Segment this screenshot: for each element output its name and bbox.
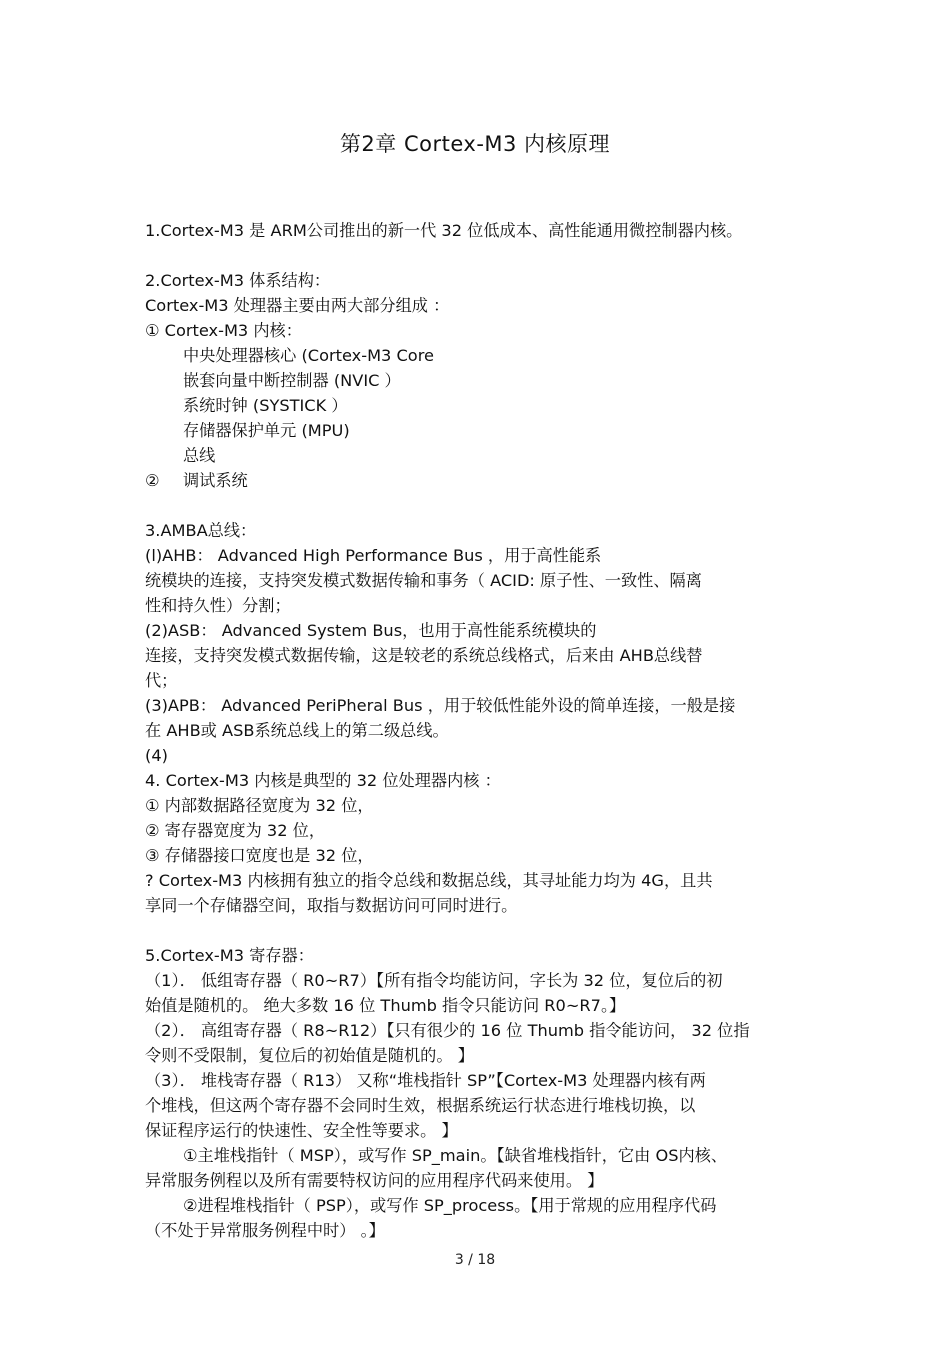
text-line: 2.Cortex-M3 体系结构： — [145, 271, 331, 290]
text-line: 总线 — [183, 446, 216, 465]
text-line: (2)ASB： Advanced System Bus，也用于高性能系统模块的 — [145, 621, 597, 640]
text-line: 统模块的连接，支持突发模式数据传输和事务（ ACID: 原子性、一致性、隔离 — [145, 571, 702, 590]
text-line: 存储器保护单元 (MPU) — [183, 421, 350, 440]
text-line: 令则不受限制，复位后的初始值是随机的。 】 — [145, 1046, 474, 1065]
text-line: 代； — [145, 671, 178, 690]
text-line: （3）． 堆栈寄存器（ R13） 又称“堆栈指针 SP”【Cortex-M3 处理器内核有两 — [145, 1071, 706, 1090]
text-line: （1）． 低组寄存器（ R0~R7）【所有指令均能访问，字长为 32 位，复位后的初 — [145, 971, 723, 990]
text-line: (4) — [145, 746, 168, 765]
text-line: 5.Cortex-M3 寄存器： — [145, 946, 314, 965]
chapter-title: 第2章 Cortex-M3 内核原理 — [339, 132, 611, 156]
text-line: 保证程序运行的快速性、安全性等要求。 】 — [145, 1121, 458, 1140]
text-line: Cortex-M3 处理器主要由两大部分组成 ： — [145, 296, 450, 315]
text-line: (l)AHB： Advanced High Performance Bus ，用于高性能系 — [145, 546, 602, 565]
text-line: 在 AHB或 ASB系统总线上的第二级总线。 — [145, 721, 449, 740]
text-line: (3)APB： Advanced PeriPheral Bus ，用于较低性能外设的简单连接，一般是接 — [145, 696, 736, 715]
text-line: 嵌套向量中断控制器 (NVIC ） — [183, 371, 401, 390]
text-line — [145, 468, 810, 493]
text-line: ①主堆栈指针（ MSP），或写作 SP_main。【缺省堆栈指针，它由 OS内核、 — [183, 1146, 728, 1165]
text-line: 始值是随机的。 绝大多数 16 位 Thumb 指令只能访问 R0~R7。】 — [145, 996, 626, 1015]
text-line: 系统时钟 (SYSTICK ） — [183, 396, 348, 415]
page-number: 3 / 18 — [454, 1252, 496, 1268]
text-line: 连接，支持突发模式数据传输，这是较老的系统总线格式，后来由 AHB总线替 — [145, 646, 703, 665]
text-line: ① Cortex-M3 内核： — [145, 321, 302, 340]
text-line: ? Cortex-M3 内核拥有独立的指令总线和数据总线，其寻址能力均为 4G，且共 — [145, 871, 713, 890]
text-line: 异常服务例程以及所有需要特权访问的应用程序代码来使用。 】 — [145, 1171, 604, 1190]
text-line: 个堆栈，但这两个寄存器不会同时生效，根据系统运行状态进行堆栈切换，以 — [145, 1096, 696, 1115]
text-line: ②进程堆栈指针（ PSP），或写作 SP_process。【用于常规的应用程序代码 — [183, 1196, 717, 1215]
list-index: ② — [145, 471, 160, 490]
text-line: （2）． 高组寄存器（ R8~R12）【只有很少的 16 位 Thumb 指令能访问， 32 位指 — [145, 1021, 750, 1040]
text-line: ② 寄存器宽度为 32 位， — [145, 821, 326, 840]
text-line: 4. Cortex-M3 内核是典型的 32 位处理器内核 ： — [145, 771, 501, 790]
text-line: 享同一个存储器空间，取指与数据访问可同时进行。 — [145, 896, 518, 915]
text-line: 1.Cortex-M3 是 ARM公司推出的新一代 32 位低成本、高性能通用微控制器内核。 — [145, 221, 743, 240]
text-line: 3.AMBA总线： — [145, 521, 257, 540]
text-line: （不处于异常服务例程中时） 。】 — [145, 1221, 385, 1240]
text-line: 中央处理器核心 (Cortex-M3 Core — [183, 346, 434, 365]
text-line: 性和持久性）分割； — [145, 596, 291, 615]
text-line: ③ 存储器接口宽度也是 32 位， — [145, 846, 374, 865]
list-text: 调试系统 — [183, 471, 248, 490]
document-body — [145, 218, 810, 1243]
text-line: ① 内部数据路径宽度为 32 位， — [145, 796, 374, 815]
